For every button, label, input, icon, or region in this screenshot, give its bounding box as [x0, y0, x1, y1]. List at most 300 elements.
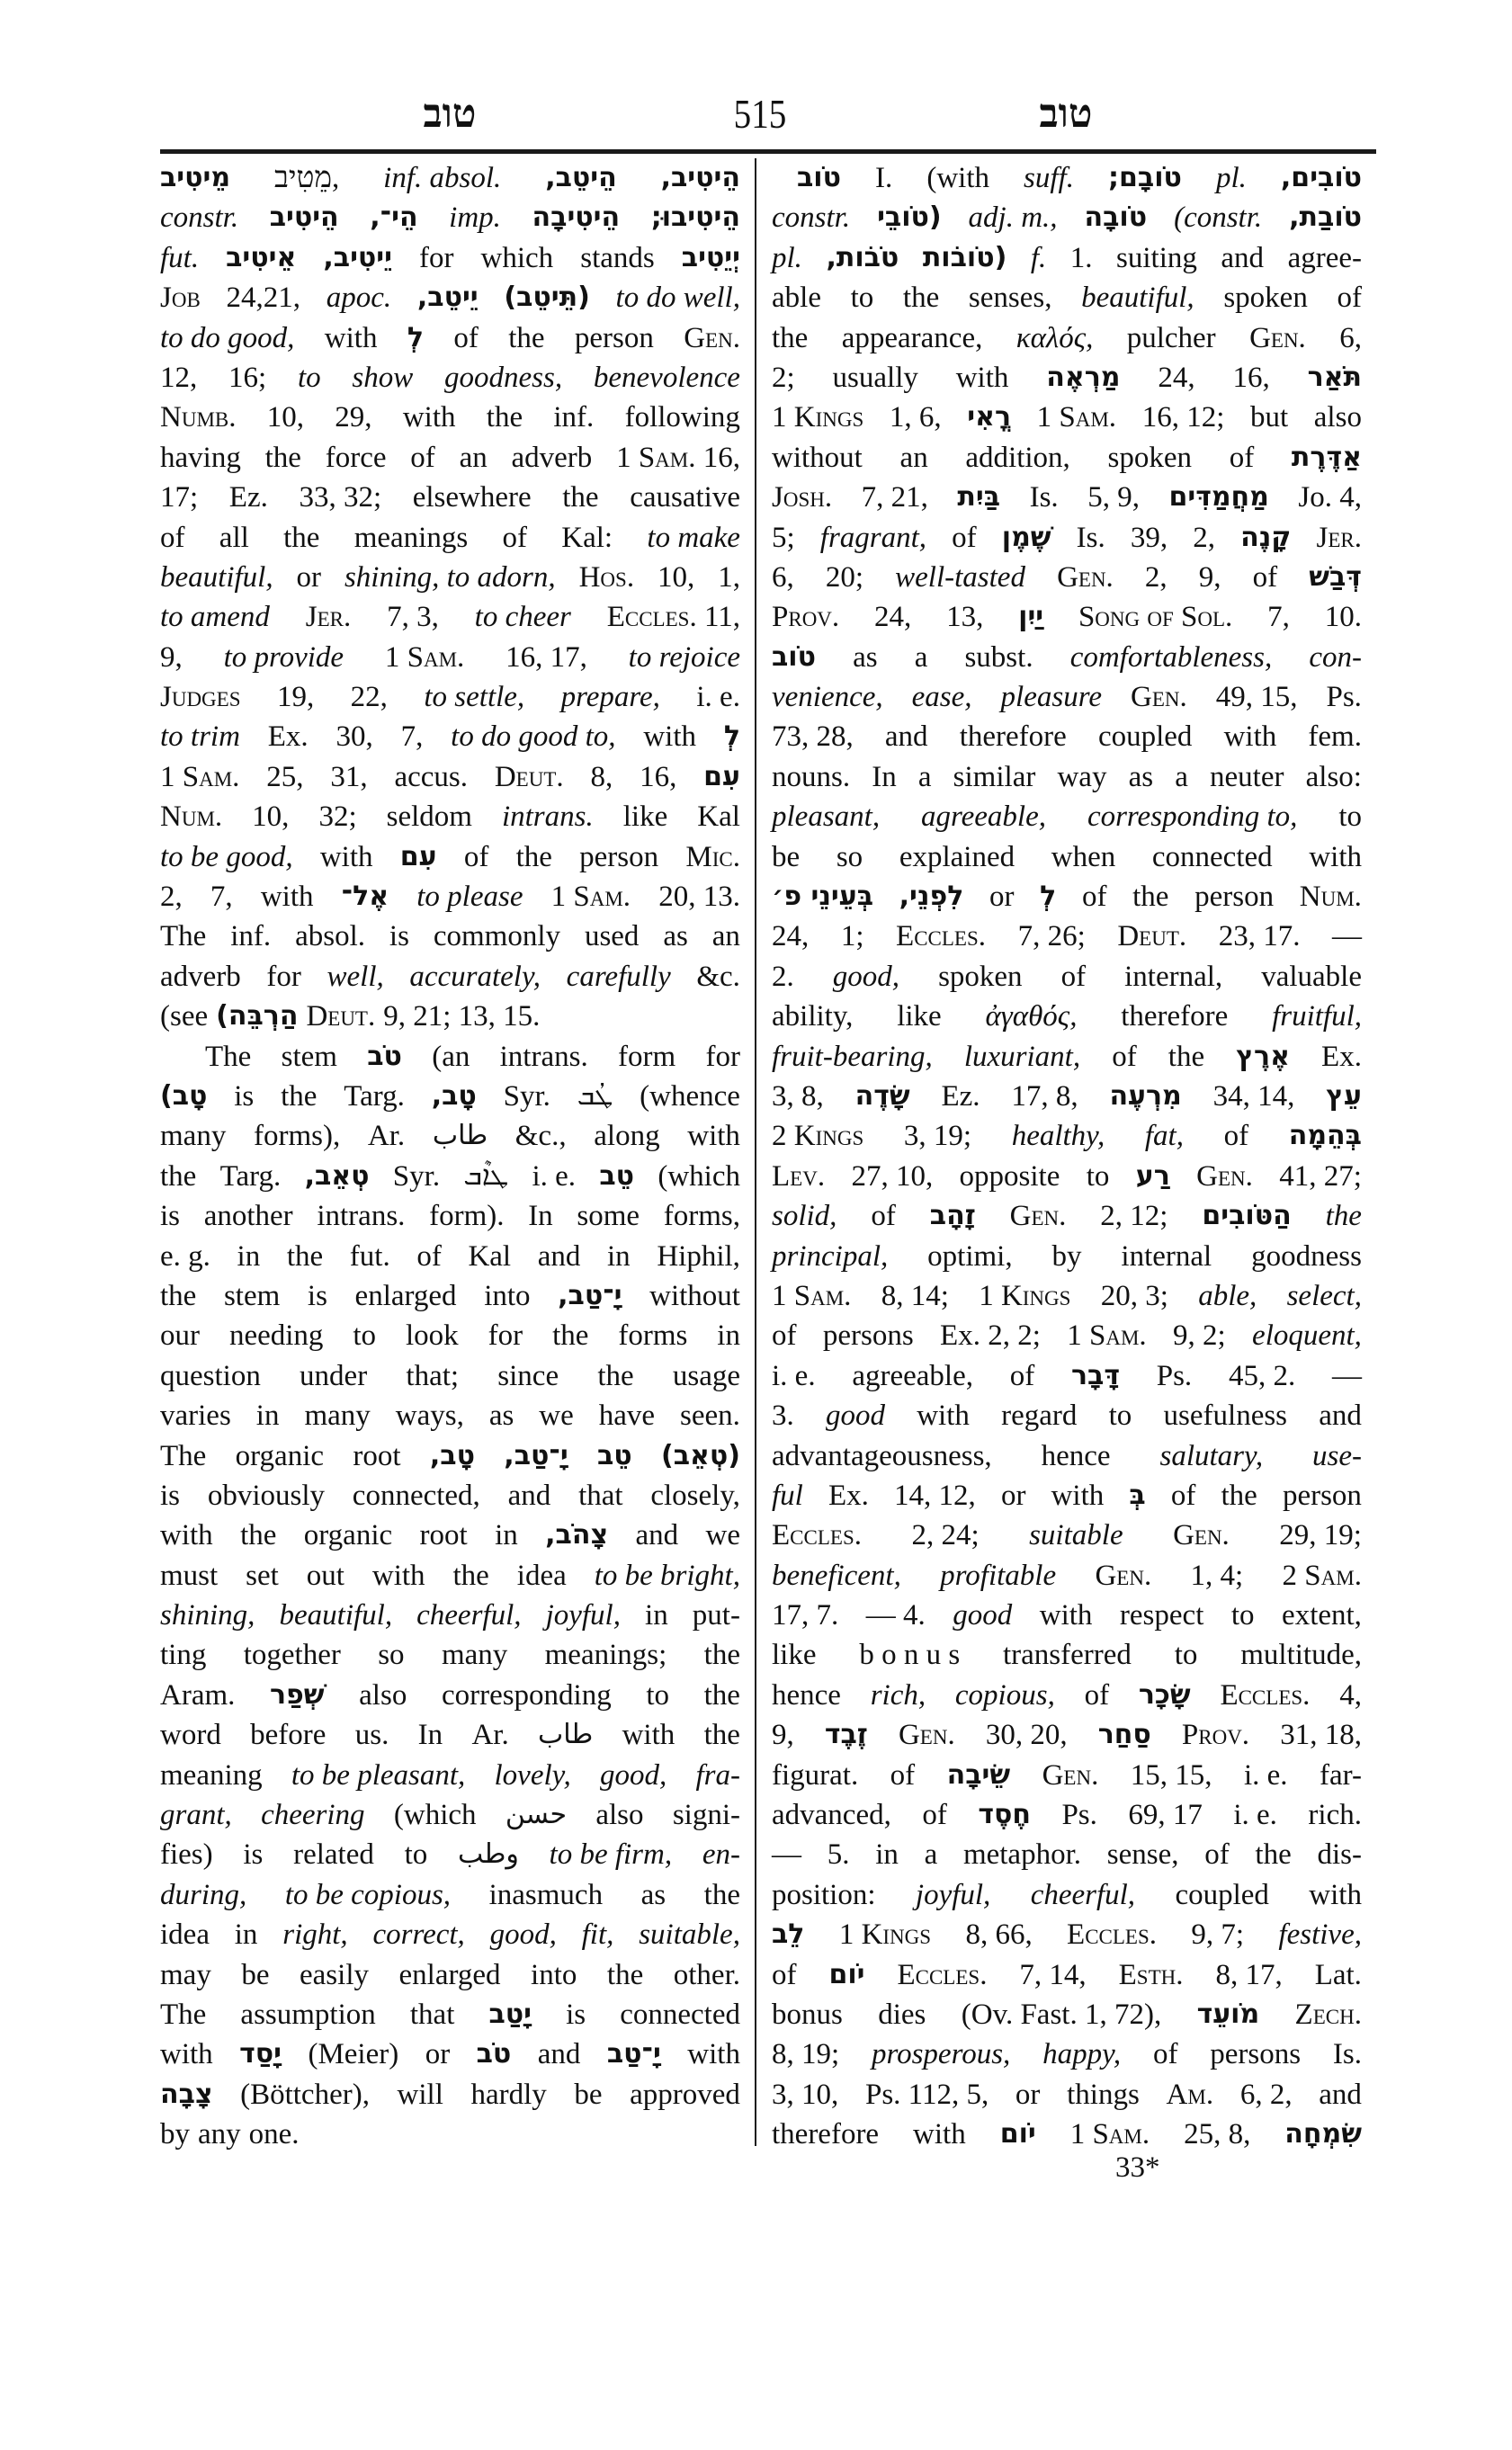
italic-text: to amend — [160, 601, 270, 634]
text-run: be — [772, 840, 801, 873]
hebrew-word: הֵי־, — [370, 201, 418, 234]
text-run: our — [160, 1319, 200, 1353]
text-run: 2, — [1193, 521, 1215, 554]
italic-text: well-tasted — [895, 560, 1025, 594]
italic-text: select, — [1286, 1279, 1362, 1312]
text-run: another — [203, 1200, 293, 1233]
text-line — [772, 278, 1362, 317]
text-line — [160, 158, 740, 198]
text-run: us. — [354, 1719, 389, 1752]
text-run: 8, — [590, 760, 613, 793]
italic-text: to be copious, — [284, 1878, 452, 1911]
text-run: inasmuch — [488, 1878, 604, 1911]
header-rule — [160, 149, 1376, 154]
text-run: of — [1223, 1120, 1249, 1153]
small-caps-reference: Jer. — [305, 601, 352, 634]
text-line — [772, 1316, 1362, 1355]
text-run: root — [419, 1519, 468, 1552]
text-run: 49, 15, — [1215, 681, 1298, 714]
text-run: 2, — [160, 881, 183, 914]
italic-text: joyful, — [545, 1599, 621, 1632]
small-caps-reference: 2 Sam. — [1282, 1559, 1362, 1592]
text-run: is — [243, 1838, 264, 1872]
text-run: under — [300, 1359, 368, 1392]
small-caps-reference: Song of Sol. — [1078, 601, 1233, 634]
text-run: with — [371, 1559, 425, 1592]
text-line — [160, 997, 740, 1036]
text-run: opposite — [959, 1159, 1060, 1193]
text-run: figurat. — [772, 1758, 859, 1792]
text-run: person — [1194, 881, 1275, 914]
text-run: for — [266, 960, 301, 993]
text-run: is — [234, 1079, 255, 1113]
italic-text: shining, — [160, 1599, 255, 1632]
text-run: — — [1332, 920, 1362, 953]
italic-text: to do well, — [615, 282, 740, 315]
text-run: ways, — [395, 1399, 464, 1433]
italic-text: cheerful, — [416, 1599, 522, 1632]
small-caps-reference: 1 Sam. — [550, 881, 631, 914]
text-run: spoken — [1223, 282, 1308, 315]
text-run: 6, — [772, 560, 794, 594]
text-run: stem — [223, 1279, 281, 1312]
hebrew-word: שָׂכָר — [1138, 1678, 1191, 1711]
text-run: 30, — [336, 720, 373, 754]
text-run: Ez. — [228, 481, 268, 514]
text-run: as — [640, 1878, 667, 1911]
text-run: as — [488, 1399, 514, 1433]
hebrew-word: שְׁפַר — [270, 1678, 325, 1711]
text-run: 24, — [1158, 361, 1195, 394]
text-line — [160, 1835, 740, 1874]
italic-text: carefully — [566, 960, 671, 993]
text-run: and — [884, 720, 928, 754]
hebrew-word: יָסַד — [239, 2038, 282, 2070]
text-run: connected, — [352, 1479, 480, 1512]
text-run: 31, — [330, 760, 368, 793]
text-line — [772, 2034, 1362, 2074]
text-run: 73, 28, — [772, 720, 854, 754]
text-run: the — [703, 1639, 740, 1672]
text-run: 10, — [252, 800, 290, 834]
italic-text: profitable — [940, 1559, 1057, 1592]
text-line — [160, 1436, 740, 1476]
text-run: usually — [832, 361, 918, 394]
text-run: 17; — [160, 481, 199, 514]
text-run: some — [577, 1200, 640, 1233]
text-run: the — [902, 282, 940, 315]
text-run: and — [1319, 1399, 1362, 1433]
hebrew-word: דְּבַשׁ — [1309, 560, 1362, 593]
text-run: the — [160, 1159, 197, 1193]
text-run: 15, 15, — [1130, 1758, 1212, 1792]
text-run: 34, 14, — [1212, 1079, 1295, 1113]
text-run: like — [897, 1000, 942, 1033]
small-caps-reference: 1 Sam. — [772, 1279, 852, 1312]
text-run: persons — [1210, 2038, 1302, 2071]
text-run: Lat. — [1314, 1958, 1362, 1991]
text-run: the — [597, 1359, 634, 1392]
text-run: stands — [580, 241, 655, 274]
text-run: internal — [1121, 1239, 1212, 1273]
text-run: Ex. — [267, 720, 309, 754]
text-line — [772, 1596, 1362, 1635]
italic-text: rich, — [870, 1678, 926, 1712]
hebrew-word: יְיֵטִיב — [681, 241, 740, 273]
small-caps-reference: Lev. — [772, 1159, 826, 1193]
text-run: the — [515, 840, 552, 873]
hebrew-word: מֵיטִיב — [160, 162, 231, 193]
text-run: 3, 19; — [903, 1120, 972, 1153]
text-run: so — [836, 840, 863, 873]
small-caps-reference: Prov. — [1181, 1719, 1250, 1752]
text-run: 7, 3, — [387, 601, 439, 634]
text-run: or — [296, 560, 322, 594]
italic-text: salutary, — [1159, 1439, 1264, 1472]
text-line — [772, 1237, 1362, 1276]
italic-text: beautiful, — [279, 1599, 393, 1632]
hebrew-word: יֵיטֵב, — [416, 282, 479, 314]
text-run: of — [160, 521, 185, 554]
hebrew-word: צָבָה — [160, 2078, 213, 2110]
text-run: (Meier) — [308, 2038, 399, 2071]
text-line — [772, 1356, 1362, 1396]
hebrew-word: חֶסֶד — [978, 1799, 1031, 1831]
hebrew-word: טָב) — [160, 1079, 208, 1112]
text-run: optimi, — [927, 1239, 1013, 1273]
text-run: 29, 19; — [1279, 1519, 1362, 1552]
italic-text: benevolence — [593, 361, 740, 394]
italic-text: fut. — [160, 241, 200, 274]
text-run: agree- — [1287, 241, 1362, 274]
text-run: dies — [878, 1998, 926, 2031]
small-caps-reference: Eccles. — [896, 920, 987, 953]
text-run: Kal: — [561, 521, 613, 554]
italic-text: ful — [772, 1479, 803, 1512]
text-run: In — [417, 1719, 443, 1752]
text-run: is — [160, 1200, 181, 1233]
text-run: ting — [160, 1639, 207, 1672]
text-line — [160, 1237, 740, 1276]
text-run: 29, — [335, 401, 372, 434]
text-run: an — [899, 441, 928, 474]
hebrew-word: טֹוב — [772, 640, 816, 673]
text-line — [160, 677, 740, 717]
text-run: to — [404, 1838, 428, 1872]
text-run: with — [687, 2038, 740, 2071]
text-line — [772, 638, 1362, 677]
text-run: closely, — [650, 1479, 740, 1512]
italic-text: cheerful, — [1030, 1878, 1136, 1911]
text-run: other. — [673, 1958, 740, 1991]
text-line — [772, 1995, 1362, 2034]
italic-text: fra- — [695, 1758, 740, 1792]
text-run: with — [622, 1719, 675, 1752]
italic-text: festive, — [1278, 1918, 1362, 1952]
text-run: commonly — [433, 920, 561, 953]
italic-text: eloquent, — [1252, 1319, 1362, 1353]
text-line — [160, 1556, 740, 1596]
hebrew-word: (טְאֵב) — [661, 1439, 740, 1471]
text-run: i. e. — [532, 1159, 577, 1193]
italic-text: to — [297, 361, 321, 394]
text-run: 19, — [276, 681, 315, 714]
text-run: 9, 2; — [1173, 1319, 1226, 1353]
text-run: Ps. — [1326, 681, 1362, 714]
small-caps-reference: Deut. — [306, 1000, 376, 1033]
text-run: the — [486, 401, 523, 434]
text-run: transferred — [1002, 1639, 1132, 1672]
text-run: adverb — [160, 960, 241, 993]
hebrew-word: טֹובָה — [1084, 201, 1148, 234]
text-line — [160, 757, 740, 797]
small-caps-reference: Mic. — [685, 840, 740, 873]
text-line — [772, 1915, 1362, 1954]
italic-text: able, — [1198, 1279, 1257, 1312]
text-run: usage — [672, 1359, 740, 1392]
italic-text: copious, — [954, 1678, 1055, 1712]
hebrew-word: הֵיטִיבָה — [532, 201, 621, 234]
arabic-syriac-word: طاب — [538, 1719, 594, 1751]
small-caps-reference: 1 Kings — [838, 1918, 932, 1952]
text-run: an — [459, 441, 488, 474]
text-run: Is. — [1332, 2038, 1362, 2071]
small-caps-reference: Zech. — [1294, 1998, 1362, 2031]
text-line — [772, 318, 1362, 358]
italic-text: prosperous, — [871, 2038, 1011, 2071]
text-line — [772, 2115, 1362, 2154]
text-run: must — [160, 1559, 219, 1592]
hebrew-word: עִם — [703, 760, 740, 792]
text-run: approved — [630, 2078, 740, 2111]
text-run: 17, 7. — [772, 1599, 839, 1632]
text-line — [772, 1556, 1362, 1596]
italic-text: accurately, — [409, 960, 541, 993]
text-run: of — [890, 1758, 916, 1792]
hebrew-word: שָׂדֶה — [854, 1079, 910, 1112]
text-run: with — [1309, 840, 1362, 873]
text-run: to — [1230, 1599, 1255, 1632]
text-run: with — [319, 840, 373, 873]
text-run: regard — [1001, 1399, 1078, 1433]
hebrew-word: יָ־טַב — [606, 2038, 661, 2070]
text-run: 20, 3; — [1100, 1279, 1168, 1312]
text-run: metaphor. — [962, 1838, 1082, 1872]
hebrew-word: קָנֶה — [1240, 521, 1292, 553]
small-caps-reference: 1 Sam. — [1069, 2118, 1150, 2151]
text-run: in — [495, 1519, 518, 1552]
hebrew-word: טֹובִים, — [1280, 162, 1362, 193]
text-run: 24, — [874, 601, 912, 634]
text-run: i. e. — [1233, 1799, 1277, 1832]
italic-text: beneficent, — [772, 1559, 901, 1592]
text-run: internal, — [1124, 960, 1223, 993]
text-run: inf. — [553, 401, 595, 434]
italic-text: to settle, — [424, 681, 525, 714]
small-caps-reference: Esth. — [1118, 1958, 1184, 1991]
text-run: the — [452, 1559, 489, 1592]
text-run: also — [1313, 401, 1362, 434]
page-number: 515 — [733, 91, 787, 137]
text-run: without — [649, 1279, 740, 1312]
text-run: (with — [926, 162, 989, 194]
hebrew-word: (טֹובֹות — [922, 241, 1007, 273]
text-run: Ar. — [367, 1120, 406, 1153]
hebrew-word: טְאֵב, — [304, 1159, 370, 1192]
text-line — [160, 1356, 740, 1396]
text-run: of — [1060, 960, 1087, 993]
text-run: coupled — [1175, 1878, 1269, 1911]
small-caps-reference: 1 Kings — [979, 1279, 1071, 1312]
text-run: used — [584, 920, 640, 953]
hebrew-word: בְּעֵינֵי פ׳ — [772, 881, 873, 913]
text-run: 6, 2, — [1239, 2078, 1293, 2111]
text-run: the — [703, 1678, 740, 1712]
hebrew-word: דָּבָר — [1070, 1359, 1120, 1391]
text-run: — — [772, 1838, 801, 1872]
text-run: for — [705, 1040, 740, 1073]
hebrew-word: יָ־טַב, — [558, 1279, 622, 1311]
italic-text: lovely, — [494, 1758, 571, 1792]
italic-text: to do good, — [160, 321, 295, 354]
small-caps-reference: Job — [160, 282, 201, 315]
text-run: 8, 66, — [965, 1918, 1033, 1952]
text-run: Ps. 112, 5, — [864, 2078, 989, 2111]
text-run: meanings — [353, 521, 469, 554]
text-run: valuable — [1261, 960, 1362, 993]
text-line — [772, 1635, 1362, 1675]
text-line — [160, 797, 740, 836]
text-run: 8, 14; — [881, 1279, 949, 1312]
text-run: of — [772, 1958, 797, 1991]
italic-text: agreeable, — [921, 800, 1046, 834]
hebrew-word: יֵיטִיב, — [323, 241, 392, 273]
italic-text: corresponding to, — [1087, 800, 1298, 834]
text-run: a — [924, 1838, 938, 1872]
italic-text: venience, — [772, 681, 883, 714]
text-run: things — [1067, 2078, 1140, 2111]
hebrew-word: זָהָב — [929, 1200, 976, 1232]
text-run: with — [1051, 1479, 1105, 1512]
text-run: dis- — [1317, 1838, 1362, 1872]
text-run: 1. — [1069, 241, 1093, 274]
text-run: with — [402, 401, 456, 434]
text-run: into — [484, 1279, 531, 1312]
text-line — [160, 358, 740, 398]
italic-text: beautiful, — [160, 560, 273, 594]
text-run: intrans. — [317, 1200, 406, 1233]
small-caps-reference: 1 Sam. 16, — [616, 441, 740, 474]
hebrew-word: הֵיטִיב, — [660, 162, 740, 193]
italic-text: luxuriant, — [963, 1040, 1081, 1073]
text-run: therefore — [772, 2118, 880, 2151]
text-line — [160, 1476, 740, 1516]
text-run: word — [160, 1719, 221, 1752]
italic-text: to make — [647, 521, 740, 554]
small-caps-reference: Deut. — [1117, 920, 1187, 953]
text-run: in — [645, 1599, 668, 1632]
text-line — [160, 1596, 740, 1635]
text-run: therefore — [1121, 1000, 1229, 1033]
text-run: set — [246, 1559, 279, 1592]
text-run: be — [574, 2078, 603, 2111]
text-run: and — [1319, 2078, 1362, 2111]
italic-text: happy, — [1042, 2038, 1122, 2071]
hebrew-word: לִפְנֵי, — [899, 881, 964, 913]
text-line — [772, 1077, 1362, 1116]
text-run: 7, 21, — [861, 481, 928, 514]
text-run: 33, 32; — [299, 481, 382, 514]
text-line — [160, 518, 740, 558]
text-run: 2, 24; — [911, 1519, 980, 1552]
hebrew-word: לֵב — [772, 1918, 805, 1951]
text-line — [772, 1037, 1362, 1077]
text-run: i. e. — [1243, 1758, 1288, 1792]
text-line — [160, 1276, 740, 1316]
text-run: many — [304, 1399, 371, 1433]
italic-text: the — [1325, 1200, 1362, 1233]
text-run: with — [687, 1120, 740, 1153]
text-run: fem. — [1308, 720, 1362, 754]
text-run: neuter — [1210, 760, 1284, 793]
text-run: to — [646, 1678, 670, 1712]
text-run: and — [635, 1519, 679, 1552]
text-run: (which — [393, 1799, 477, 1832]
text-run: The — [160, 920, 207, 953]
text-line — [772, 1835, 1362, 1874]
text-run: position: — [772, 1878, 876, 1911]
small-caps-reference: 1 Sam. — [1067, 1319, 1147, 1353]
hebrew-word: עֵץ — [1326, 1079, 1362, 1112]
text-run: forms — [618, 1319, 688, 1353]
small-caps-reference: Gen. — [1130, 681, 1187, 714]
text-run: 12, — [160, 361, 198, 394]
text-run: needing — [228, 1319, 324, 1353]
text-run: assumption — [240, 1998, 376, 2031]
text-run: forms), — [254, 1120, 341, 1153]
text-run: related — [293, 1838, 374, 1872]
text-run: one. — [248, 2118, 300, 2151]
italic-text: adj. m., — [968, 201, 1058, 235]
text-run: of — [1170, 1479, 1196, 1512]
text-run: (see — [160, 1000, 209, 1033]
italic-text: to provide — [223, 640, 344, 674]
small-caps-reference: Josh. — [772, 481, 833, 514]
small-caps-reference: Deut. — [494, 760, 564, 793]
text-run: 7, — [210, 881, 233, 914]
text-run: 1, 6, — [889, 401, 942, 434]
text-run: 1; — [840, 920, 864, 953]
text-run: in — [875, 1838, 899, 1872]
text-line — [160, 1795, 740, 1835]
right-column — [772, 158, 1362, 2155]
text-run: person — [579, 840, 659, 873]
small-caps-reference: Prov. — [772, 601, 840, 634]
text-run: 16, — [640, 760, 677, 793]
text-run: as — [1128, 760, 1154, 793]
text-run: Kal — [697, 800, 740, 834]
text-run: all — [219, 521, 249, 554]
italic-text: to be pleasant, — [291, 1758, 466, 1792]
text-run: the — [1255, 1838, 1292, 1872]
text-run: idea — [516, 1559, 567, 1592]
text-run: 9, 7; — [1191, 1918, 1245, 1952]
hebrew-word: טֵב — [597, 1439, 632, 1471]
text-run: usefulness — [1163, 1399, 1288, 1433]
hebrew-word: לְ — [1040, 881, 1057, 913]
text-run: extent, — [1282, 1599, 1362, 1632]
italic-text: to be good, — [160, 840, 293, 873]
